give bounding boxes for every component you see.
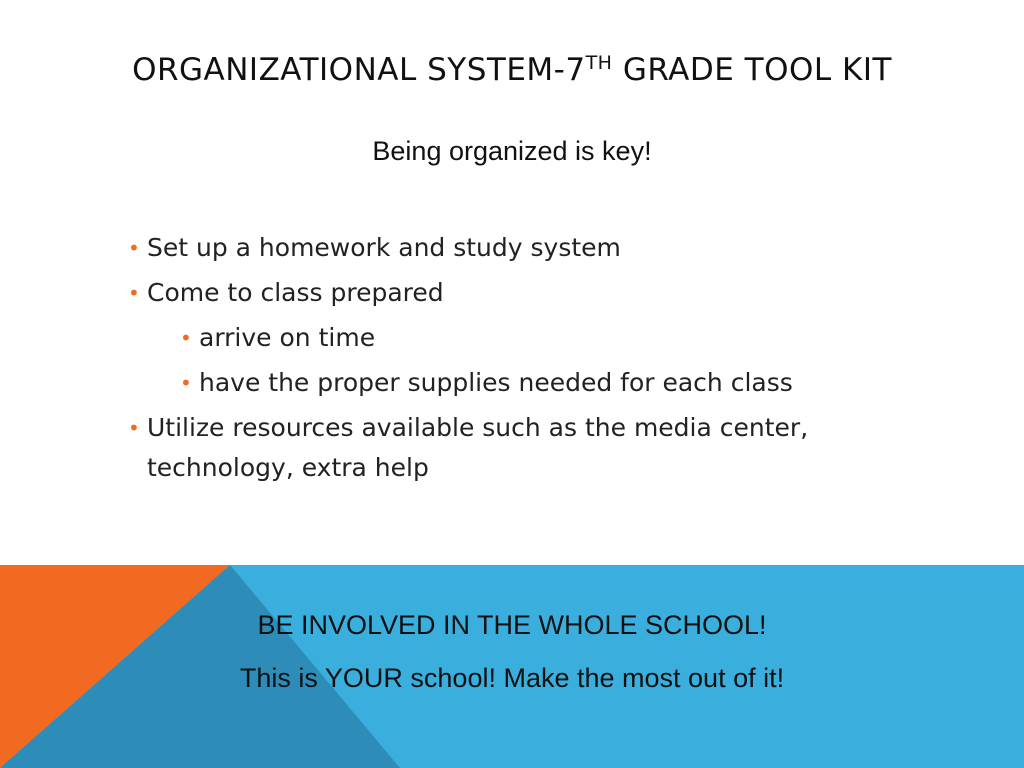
footer-tagline: This is YOUR school! Make the most out of it! [239,663,785,693]
bullet-dot-icon: • [128,281,140,305]
bullet-dot-icon: • [180,371,192,395]
bullet-list [128,228,928,493]
sub-bullet-item [128,318,928,358]
title-text-part-2: GRADE TOOL KIT [612,52,892,88]
title-text-part-1: ORGANIZATIONAL SYSTEM-7 [132,52,586,88]
bullet-text: Come to class prepared [147,278,444,307]
bullet-text: Set up a homework and study system [147,233,621,262]
slide-subtitle: Being organized is key! [372,136,652,166]
bullet-dot-icon: • [180,326,192,350]
bullet-dot-icon: • [128,236,140,260]
slide-title [0,52,1024,88]
footer-headline: BE INVOLVED IN THE WHOLE SCHOOL! [257,610,767,640]
bullet-item [128,408,928,488]
sub-bullet-text: arrive on time [199,323,376,352]
footer-band [0,565,1024,768]
title-superscript: TH [585,52,613,74]
bullet-item [128,228,928,268]
sub-bullet-text: have the proper supplies needed for each class [199,368,793,397]
bullet-dot-icon: • [128,416,140,440]
bullet-text: Utilize resources available such as the media center, technology, extra help [147,413,809,482]
sub-bullet-item [128,363,928,403]
bullet-item [128,273,928,313]
